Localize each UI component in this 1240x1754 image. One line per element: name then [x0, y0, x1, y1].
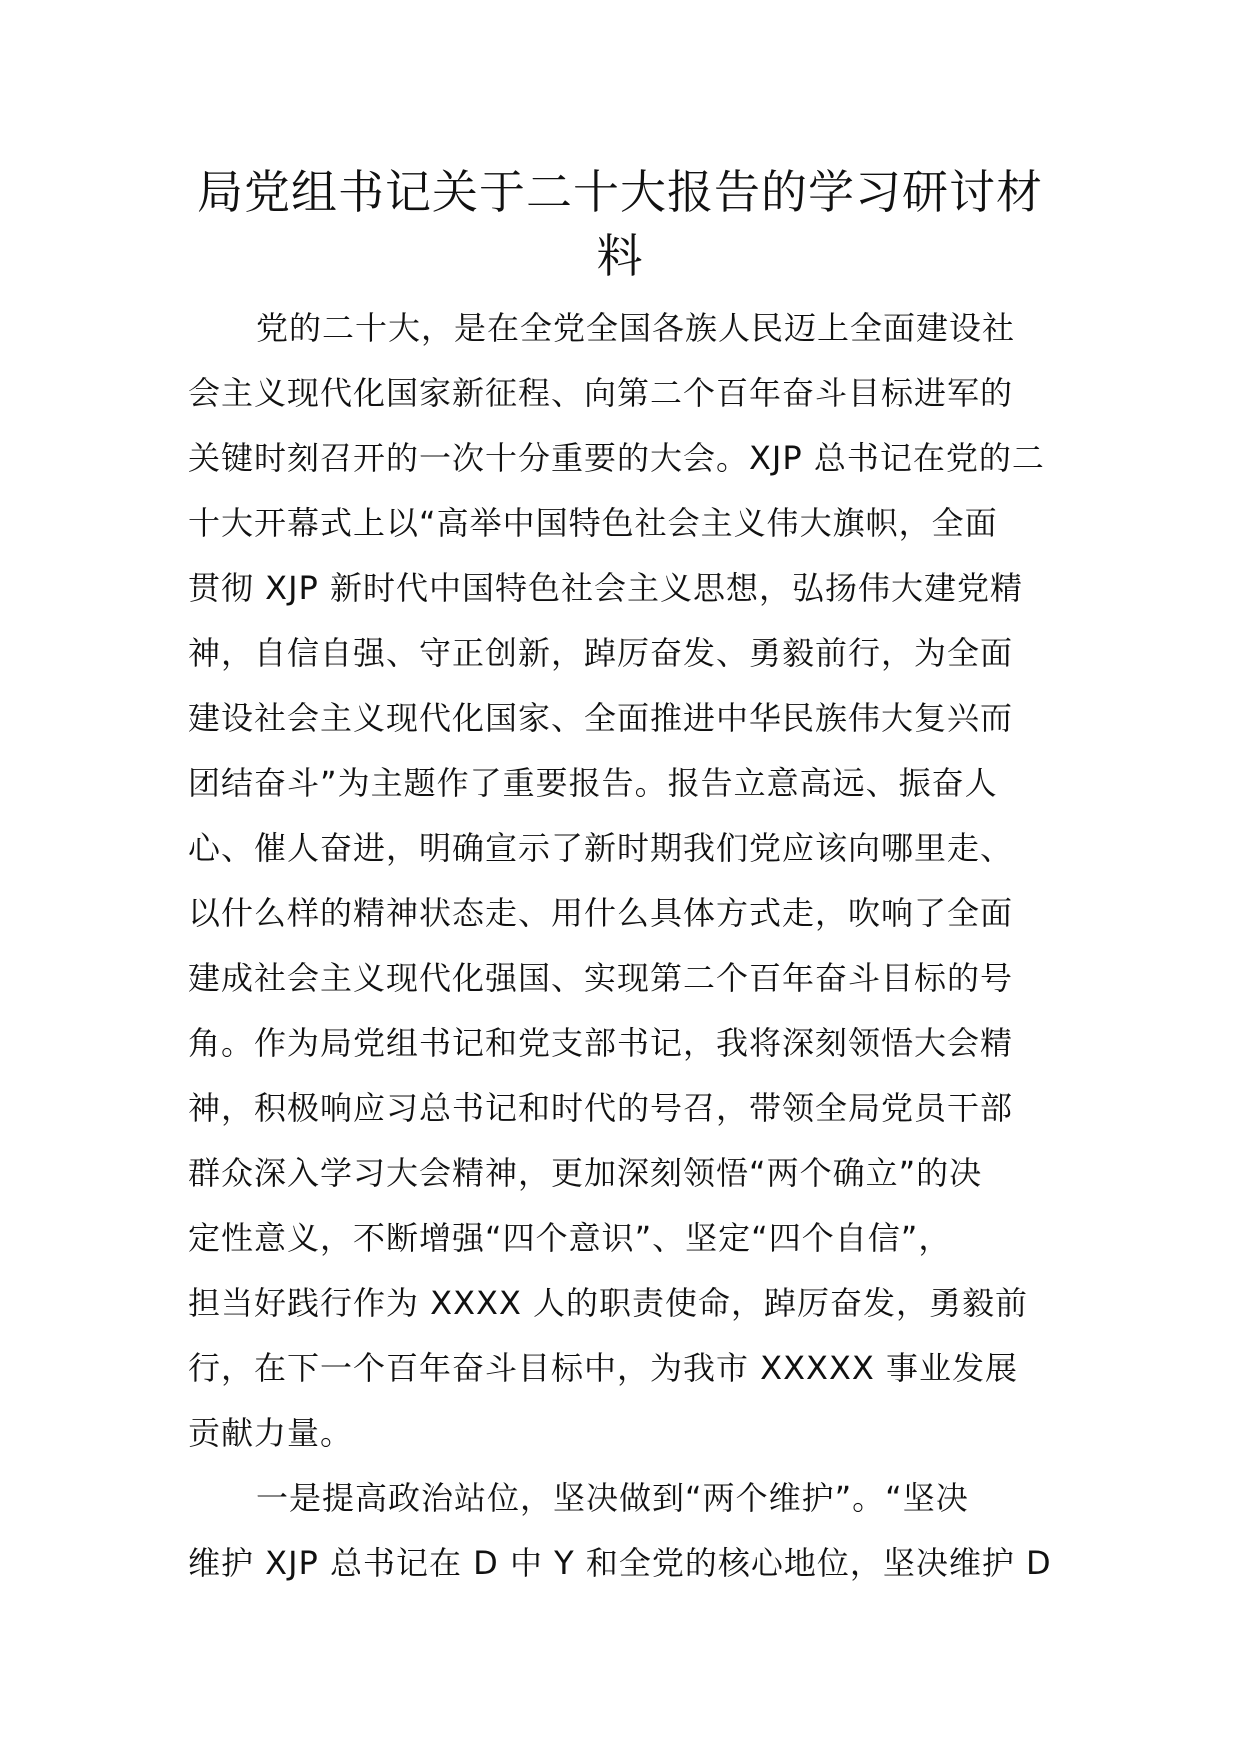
text-line: 定性意义，不断增强“四个意识”、坚定“四个自信”， [188, 1219, 952, 1257]
text-line: 建设社会主义现代化国家、全面推进中华民族伟大复兴而 [188, 699, 1014, 737]
text-line: 行，在下一个百年奋斗目标中，为我市 XXXXX 事业发展 [188, 1349, 1018, 1387]
text-line: 以什么样的精神状态走、用什么具体方式走，吹响了全面 [188, 894, 1014, 932]
text-line: 十大开幕式上以“高举中国特色社会主义伟大旗帜，全面 [188, 504, 998, 542]
text-line: 神，自信自强、守正创新，踔厉奋发、勇毅前行，为全面 [188, 634, 1014, 672]
text-line: 贡献力量。 [188, 1414, 354, 1452]
text-line: 心、催人奋进，明确宣示了新时期我们党应该向哪里走、 [188, 829, 1014, 867]
text-line: 担当好践行作为 XXXX 人的职责使命，踔厉奋发，勇毅前 [188, 1284, 1029, 1322]
document-title [188, 160, 1052, 288]
document-content [188, 160, 1052, 1596]
document-body [188, 296, 1052, 1596]
text-line: 角。作为局党组书记和党支部书记，我将深刻领悟大会精 [188, 1024, 1014, 1062]
text-line: 贯彻 XJP 新时代中国特色社会主义思想，弘扬伟大建党精 [188, 569, 1024, 607]
text-line: 建成社会主义现代化强国、实现第二个百年奋斗目标的号 [188, 959, 1014, 997]
text-line: 关键时刻召开的一次十分重要的大会。XJP 总书记在党的二 [188, 439, 1045, 477]
paragraph-intro [188, 296, 1052, 1466]
text-line: 一是提高政治站位，坚决做到“两个维护”。“坚决 [256, 1479, 969, 1517]
text-line: 群众深入学习大会精神，更加深刻领悟“两个确立”的决 [188, 1154, 983, 1192]
paragraph-point-one [188, 1466, 1052, 1596]
text-line: 团结奋斗”为主题作了重要报告。报告立意高远、振奋人 [188, 764, 998, 802]
title-line: 料 [596, 229, 644, 283]
text-line: 党的二十大，是在全党全国各族人民迈上全面建设社 [256, 309, 1016, 347]
text-line: 会主义现代化国家新征程、向第二个百年奋斗目标进军的 [188, 374, 1014, 412]
title-line: 局党组书记关于二十大报告的学习研讨材 [197, 165, 1043, 219]
text-line: 神，积极响应习总书记和时代的号召，带领全局党员干部 [188, 1089, 1014, 1127]
text-line: 维护 XJP 总书记在 D 中 Y 和全党的核心地位，坚决维护 D [188, 1544, 1052, 1582]
